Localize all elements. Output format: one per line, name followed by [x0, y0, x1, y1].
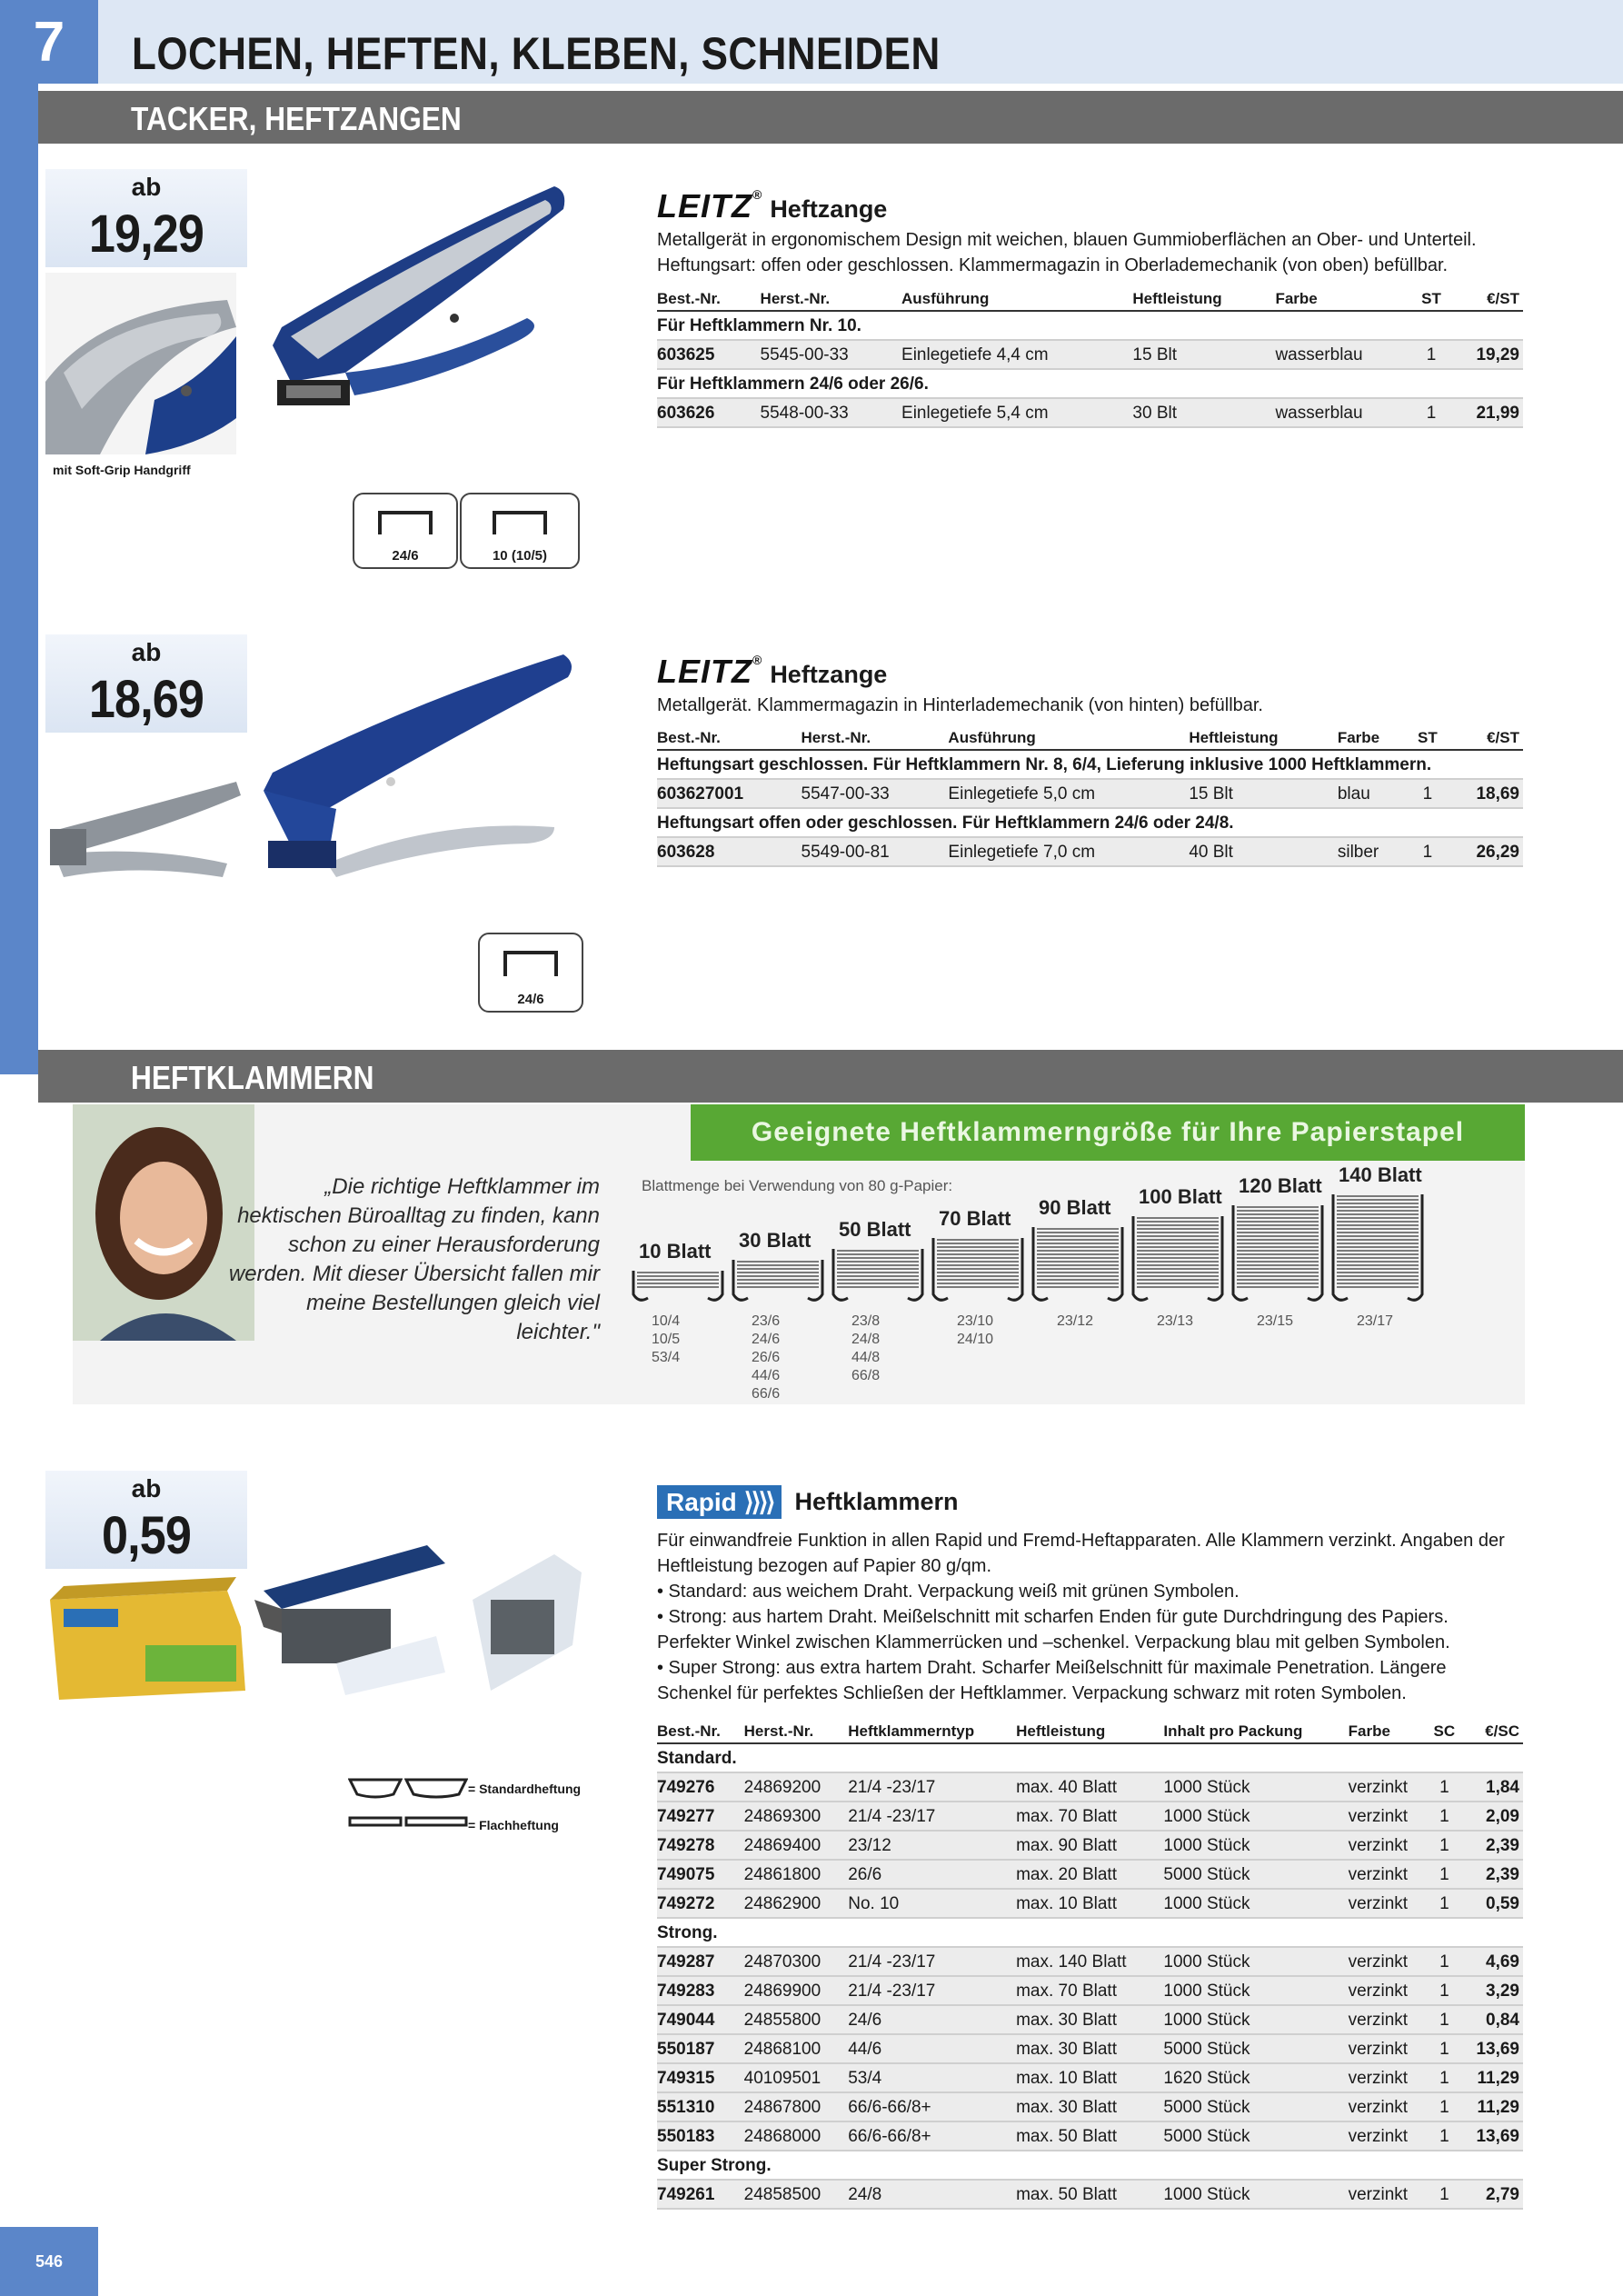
table-cell: 5548-00-33 — [761, 398, 901, 427]
column-header: €/SC — [1462, 1720, 1523, 1743]
group-label: Für Heftklammern Nr. 10. — [657, 311, 1523, 340]
table-cell: verzinkt — [1349, 1976, 1430, 2005]
column-header: Best.-Nr. — [657, 726, 802, 750]
table-header-row — [657, 287, 1523, 311]
table-row — [657, 2121, 1523, 2151]
table-cell: 603626 — [657, 398, 761, 427]
table-cell: 1620 Stück — [1163, 2063, 1348, 2092]
table-cell: 1 — [1430, 2092, 1463, 2121]
table-cell: 15 Blt — [1189, 779, 1338, 808]
infographic-banner: Geeignete Heftklammerngröße für Ihre Papierstapel — [691, 1104, 1525, 1161]
table-cell: 24868100 — [744, 2034, 849, 2063]
table-cell: 1 — [1410, 779, 1448, 808]
table-cell: 749075 — [657, 1860, 744, 1889]
table-cell: verzinkt — [1349, 2063, 1430, 2092]
table-cell: 749278 — [657, 1831, 744, 1860]
table-cell: 24867800 — [744, 2092, 849, 2121]
table-cell: 749276 — [657, 1772, 744, 1802]
table-cell: 30 Blt — [1132, 398, 1275, 427]
leitz-logo: LEITZ® — [657, 187, 763, 225]
product-heading — [657, 653, 887, 691]
table-cell: 66/6-66/8+ — [848, 2121, 1016, 2151]
product-name: Heftklammern — [794, 1488, 959, 1515]
group-header-row — [657, 1743, 1523, 1772]
table-cell: 53/4 — [848, 2063, 1016, 2092]
staple-stack — [931, 1168, 1024, 1404]
table-cell: 550183 — [657, 2121, 744, 2151]
table-cell: Einlegetiefe 4,4 cm — [901, 340, 1132, 369]
group-header-row — [657, 750, 1523, 779]
paper-stack-icon — [1231, 1205, 1324, 1309]
product-photo-stapler-2 — [254, 636, 582, 882]
table-cell: 24861800 — [744, 1860, 849, 1889]
staple-stacks — [627, 1163, 1436, 1404]
section-bar-heftklammern — [38, 1050, 1623, 1103]
staple-type-label: 10 (10/5) — [492, 548, 548, 564]
table-cell: verzinkt — [1349, 1772, 1430, 1802]
stack-staple-sizes: 23/12 — [1057, 1313, 1094, 1329]
table-cell: wasserblau — [1275, 340, 1415, 369]
section-bar-tacker — [38, 91, 1623, 144]
group-header-row — [657, 2151, 1523, 2180]
table-cell: 1 — [1430, 1976, 1463, 2005]
price-prefix: ab — [131, 1474, 162, 1502]
group-label: Standard. — [657, 1743, 1523, 1772]
stack-staple-sizes: 23/6 24/6 26/6 44/6 66/6 — [752, 1313, 781, 1402]
column-header: €/ST — [1448, 726, 1523, 750]
table-cell: 1000 Stück — [1163, 2005, 1348, 2034]
group-label: Super Strong. — [657, 2151, 1523, 2180]
table-cell: 603628 — [657, 837, 802, 866]
paper-stack-icon — [632, 1271, 724, 1309]
table-cell: silber — [1338, 837, 1410, 866]
staple-type-24-6 — [478, 933, 583, 1013]
stack-label: 70 Blatt — [939, 1207, 1011, 1230]
paper-stack-icon — [1131, 1216, 1224, 1309]
table-cell: 5000 Stück — [1163, 2121, 1348, 2151]
product-photo-stapler-silver — [45, 745, 245, 891]
table-cell: verzinkt — [1349, 1831, 1430, 1860]
table-cell: 40 Blt — [1189, 837, 1338, 866]
table-cell: 1 — [1430, 1802, 1463, 1831]
product-table — [657, 287, 1523, 428]
table-cell: 24/8 — [848, 2180, 1016, 2209]
table-row — [657, 1860, 1523, 1889]
table-cell: 749315 — [657, 2063, 744, 2092]
table-cell: 23/12 — [848, 1831, 1016, 1860]
column-header: Heftleistung — [1016, 1720, 1163, 1743]
table-cell: 11,29 — [1462, 2063, 1523, 2092]
table-cell: verzinkt — [1349, 1947, 1430, 1976]
table-row — [657, 398, 1523, 427]
price-value: 19,29 — [88, 205, 204, 264]
table-cell: 24869900 — [744, 1976, 849, 2005]
table-cell: Einlegetiefe 5,4 cm — [901, 398, 1132, 427]
column-header: Best.-Nr. — [657, 287, 761, 311]
table-cell: 66/6-66/8+ — [848, 2092, 1016, 2121]
table-cell: verzinkt — [1349, 1860, 1430, 1889]
product-photo-staple-boxes — [45, 1536, 591, 1700]
table-cell: 1 — [1430, 2034, 1463, 2063]
table-cell: verzinkt — [1349, 2034, 1430, 2063]
table-cell: 749283 — [657, 1976, 744, 2005]
table-row — [657, 340, 1523, 369]
table-cell: max. 30 Blatt — [1016, 2092, 1163, 2121]
table-cell: 603627001 — [657, 779, 802, 808]
group-label: Strong. — [657, 1918, 1523, 1947]
table-cell: verzinkt — [1349, 1889, 1430, 1918]
table-cell: 1 — [1430, 1889, 1463, 1918]
table-cell: 21/4 -23/17 — [848, 1947, 1016, 1976]
section-title: HEFTKLAMMERN — [131, 1059, 374, 1096]
description-line: • Strong: aus hartem Draht. Meißelschnitt mit scharfen Enden für gute Durchdringung des Papiers. Perfekter Winkel zwischen Klammerrücken und –schenkel. Verpackung blau mit gelben Symbolen. — [657, 1607, 1450, 1652]
table-cell: 21/4 -23/17 — [848, 1802, 1016, 1831]
table-cell: 4,69 — [1462, 1947, 1523, 1976]
stack-staple-sizes: 23/8 24/8 44/8 66/8 — [851, 1313, 881, 1383]
table-row — [657, 2034, 1523, 2063]
table-cell: max. 70 Blatt — [1016, 1802, 1163, 1831]
product-description: Metallgerät. Klammermagazin in Hinterlademechanik (von hinten) befüllbar. — [657, 695, 1263, 715]
table-cell: 749287 — [657, 1947, 744, 1976]
stack-staple-sizes: 23/17 — [1357, 1313, 1394, 1329]
price-badge — [45, 169, 247, 267]
paper-stack-icon — [732, 1260, 824, 1309]
stack-staple-sizes: 23/10 24/10 — [957, 1313, 994, 1347]
table-cell: wasserblau — [1275, 398, 1415, 427]
table-cell: 5547-00-33 — [802, 779, 949, 808]
table-cell: max. 40 Blatt — [1016, 1772, 1163, 1802]
staple-stack — [632, 1168, 724, 1404]
legend-standard: = Standardheftung — [468, 1782, 582, 1796]
column-header: Farbe — [1275, 287, 1415, 311]
description-line: • Standard: aus weichem Draht. Verpackung weiß mit grünen Symbolen. — [657, 1582, 1240, 1602]
table-cell: max. 30 Blatt — [1016, 2034, 1163, 2063]
table-cell: verzinkt — [1349, 2180, 1430, 2209]
table-cell: 1 — [1430, 1860, 1463, 1889]
legend-flat: = Flachheftung — [468, 1818, 559, 1832]
group-label: Heftungsart geschlossen. Für Heftklammern Nr. 8, 6/4, Lieferung inklusive 1000 Heftklammern. — [657, 750, 1523, 779]
table-cell: 1000 Stück — [1163, 2180, 1348, 2209]
column-header: Farbe — [1349, 1720, 1430, 1743]
photo-caption: mit Soft-Grip Handgriff — [53, 463, 191, 477]
infographic-quote: „Die richtige Heftklammer im hektischen Büroalltag zu finden, kann schon zu einer Herausforderung werden. Mit dieser Übersicht fallen mir meine Bestellungen gleich viel leichter." — [228, 1174, 600, 1344]
infographic-subtitle: Blattmenge bei Verwendung von 80 g-Papier: — [642, 1177, 953, 1194]
table-cell: verzinkt — [1349, 2005, 1430, 2034]
table-header-row — [657, 726, 1523, 750]
column-header: Herst.-Nr. — [761, 287, 901, 311]
table-row — [657, 1802, 1523, 1831]
table-header-row — [657, 1720, 1523, 1743]
table-cell: 749277 — [657, 1802, 744, 1831]
table-cell: Einlegetiefe 7,0 cm — [948, 837, 1189, 866]
paper-stack-icon — [1331, 1194, 1424, 1309]
table-cell: 24855800 — [744, 2005, 849, 2034]
column-header: €/ST — [1451, 287, 1523, 311]
table-cell: 13,69 — [1462, 2121, 1523, 2151]
column-header: Herst.-Nr. — [802, 726, 949, 750]
table-cell: blau — [1338, 779, 1410, 808]
table-cell: 5545-00-33 — [761, 340, 901, 369]
stack-label: 90 Blatt — [1039, 1196, 1111, 1219]
product-table — [657, 726, 1523, 867]
table-cell: 1 — [1415, 398, 1451, 427]
stack-staple-sizes: 23/15 — [1257, 1313, 1294, 1329]
table-cell: 24868000 — [744, 2121, 849, 2151]
price-prefix: ab — [131, 173, 162, 201]
staple-stack — [1331, 1163, 1424, 1404]
table-cell: 0,59 — [1462, 1889, 1523, 1918]
column-header: Ausführung — [901, 287, 1132, 311]
table-cell: 40109501 — [744, 2063, 849, 2092]
product-name: Heftzange — [770, 195, 888, 223]
column-header: Heftleistung — [1132, 287, 1275, 311]
table-cell: 551310 — [657, 2092, 744, 2121]
product-heading — [657, 1485, 959, 1519]
paper-stack-icon — [1031, 1227, 1124, 1309]
section-title: TACKER, HEFTZANGEN — [131, 100, 462, 137]
side-color-bar — [0, 0, 38, 1074]
table-cell: max. 50 Blatt — [1016, 2121, 1163, 2151]
table-cell: 1 — [1430, 2063, 1463, 2092]
column-header: Herst.-Nr. — [744, 1720, 849, 1743]
group-header-row — [657, 808, 1523, 837]
table-cell: 24862900 — [744, 1889, 849, 1918]
table-row — [657, 1831, 1523, 1860]
group-label: Heftungsart offen oder geschlossen. Für Heftklammern 24/6 oder 24/8. — [657, 808, 1523, 837]
table-cell: 1 — [1410, 837, 1448, 866]
product-heading — [657, 187, 887, 225]
table-cell: 19,29 — [1451, 340, 1523, 369]
table-row — [657, 779, 1523, 808]
stack-staple-sizes: 10/4 10/5 53/4 — [652, 1313, 681, 1365]
group-header-row — [657, 369, 1523, 398]
table-row — [657, 2005, 1523, 2034]
group-header-row — [657, 1918, 1523, 1947]
page-title: LOCHEN, HEFTEN, KLEBEN, SCHNEIDEN — [132, 28, 941, 79]
price-badge — [45, 634, 247, 733]
table-cell: max. 30 Blatt — [1016, 2005, 1163, 2034]
product-table — [657, 1720, 1523, 2210]
table-cell: 5000 Stück — [1163, 2034, 1348, 2063]
table-cell: 26,29 — [1448, 837, 1523, 866]
table-cell: 1 — [1430, 2005, 1463, 2034]
column-header: Ausführung — [948, 726, 1189, 750]
product-photo-stapler-1 — [254, 173, 582, 427]
stack-label: 10 Blatt — [639, 1240, 712, 1263]
staple-type-label: 24/6 — [392, 548, 419, 564]
table-row — [657, 1976, 1523, 2005]
table-cell: 1,84 — [1462, 1772, 1523, 1802]
column-header: Best.-Nr. — [657, 1720, 744, 1743]
table-row — [657, 1889, 1523, 1918]
stack-label: 30 Blatt — [739, 1229, 812, 1252]
staple-stack — [732, 1168, 824, 1404]
table-cell: 1 — [1430, 1947, 1463, 1976]
price-value: 18,69 — [88, 670, 204, 729]
table-cell: 44/6 — [848, 2034, 1016, 2063]
table-cell: 24858500 — [744, 2180, 849, 2209]
table-cell: max. 10 Blatt — [1016, 1889, 1163, 1918]
staple-type-10 — [460, 493, 580, 569]
description-line: • Super Strong: aus extra hartem Draht. Scharfer Meißelschnitt für maximale Penetration. Längere Schenkel für perfektes Schließen der Heftklammer. Verpackung schwarz mit roten Symbolen. — [657, 1658, 1447, 1703]
table-cell: 1 — [1430, 1831, 1463, 1860]
stapling-legend-icons — [404, 1772, 468, 1836]
table-cell: max. 70 Blatt — [1016, 1976, 1163, 2005]
table-cell: 21/4 -23/17 — [848, 1976, 1016, 2005]
table-cell: 24869300 — [744, 1802, 849, 1831]
table-cell: 0,84 — [1462, 2005, 1523, 2034]
staple-stack — [1231, 1168, 1324, 1404]
leitz-logo: LEITZ® — [657, 653, 763, 690]
table-cell: 1000 Stück — [1163, 1976, 1348, 2005]
rapid-logo: Rapid ⟩⟩⟩⟩ — [657, 1485, 782, 1519]
table-cell: 1000 Stück — [1163, 1831, 1348, 1860]
table-cell: 1000 Stück — [1163, 1889, 1348, 1918]
page-number: 546 — [0, 2227, 98, 2296]
table-cell: verzinkt — [1349, 1802, 1430, 1831]
table-cell: max. 140 Blatt — [1016, 1947, 1163, 1976]
table-cell: 749044 — [657, 2005, 744, 2034]
column-header: ST — [1415, 287, 1451, 311]
stapling-legend-icons — [348, 1772, 403, 1836]
table-cell: 3,29 — [1462, 1976, 1523, 2005]
table-row — [657, 837, 1523, 866]
staple-stack — [831, 1168, 924, 1404]
table-cell: 21/4 -23/17 — [848, 1772, 1016, 1802]
table-cell: 26/6 — [848, 1860, 1016, 1889]
column-header: SC — [1430, 1720, 1463, 1743]
table-cell: 603625 — [657, 340, 761, 369]
table-cell: 2,79 — [1462, 2180, 1523, 2209]
table-cell: 24870300 — [744, 1947, 849, 1976]
stack-label: 50 Blatt — [839, 1218, 911, 1241]
staple-stack — [1131, 1168, 1224, 1404]
stack-label: 140 Blatt — [1339, 1163, 1422, 1186]
table-row — [657, 2180, 1523, 2209]
chapter-number: 7 — [0, 0, 98, 84]
table-cell: 5000 Stück — [1163, 1860, 1348, 1889]
table-cell: 1000 Stück — [1163, 1802, 1348, 1831]
table-cell: 1 — [1430, 2180, 1463, 2209]
table-row — [657, 2092, 1523, 2121]
staple-stack — [1031, 1168, 1124, 1404]
product-name: Heftzange — [770, 661, 888, 688]
table-row — [657, 1947, 1523, 1976]
table-cell: 21,99 — [1451, 398, 1523, 427]
table-cell: 24/6 — [848, 2005, 1016, 2034]
table-cell: 1000 Stück — [1163, 1772, 1348, 1802]
column-header: ST — [1410, 726, 1448, 750]
description-line: Für einwandfreie Funktion in allen Rapid und Fremd-Heftapparaten. Alle Klammern verzinkt. Angaben der Heftleistung bezogen auf Papier 80 g/qm. — [657, 1531, 1505, 1576]
table-cell: max. 90 Blatt — [1016, 1831, 1163, 1860]
staple-type-label: 24/6 — [517, 992, 544, 1007]
group-label: Für Heftklammern 24/6 oder 26/6. — [657, 369, 1523, 398]
table-cell: 550187 — [657, 2034, 744, 2063]
product-photo-grip-detail — [45, 273, 236, 454]
column-header: Heftleistung — [1189, 726, 1338, 750]
price-value: 0,59 — [101, 1506, 191, 1565]
table-cell: Einlegetiefe 5,0 cm — [948, 779, 1189, 808]
table-cell: 749272 — [657, 1889, 744, 1918]
group-header-row — [657, 311, 1523, 340]
paper-stack-icon — [831, 1249, 924, 1309]
product-description: Metallgerät in ergonomischem Design mit weichen, blauen Gummioberflächen an Ober- und Unterteil. Heftungsart: offen oder geschlossen. Klammermagazin in Oberlademechanik (von oben) befüllbar. — [657, 230, 1477, 275]
table-cell: 13,69 — [1462, 2034, 1523, 2063]
table-cell: 5549-00-81 — [802, 837, 949, 866]
table-cell: 2,39 — [1462, 1831, 1523, 1860]
table-row — [657, 1772, 1523, 1802]
table-cell: No. 10 — [848, 1889, 1016, 1918]
stack-label: 100 Blatt — [1139, 1185, 1222, 1208]
price-prefix: ab — [131, 638, 162, 666]
table-cell: max. 20 Blatt — [1016, 1860, 1163, 1889]
table-cell: 18,69 — [1448, 779, 1523, 808]
table-cell: 1 — [1430, 2121, 1463, 2151]
paper-stack-icon — [931, 1238, 1024, 1309]
table-cell: 2,39 — [1462, 1860, 1523, 1889]
column-header: Inhalt pro Packung — [1163, 1720, 1348, 1743]
table-row — [657, 2063, 1523, 2092]
staple-type-24-6 — [353, 493, 458, 569]
table-cell: 24869400 — [744, 1831, 849, 1860]
table-cell: 749261 — [657, 2180, 744, 2209]
table-cell: 5000 Stück — [1163, 2092, 1348, 2121]
table-cell: verzinkt — [1349, 2092, 1430, 2121]
table-cell: 2,09 — [1462, 1802, 1523, 1831]
stack-staple-sizes: 23/13 — [1157, 1313, 1194, 1329]
table-cell: 24869200 — [744, 1772, 849, 1802]
product-description — [657, 1528, 1520, 1706]
table-cell: verzinkt — [1349, 2121, 1430, 2151]
table-cell: max. 50 Blatt — [1016, 2180, 1163, 2209]
table-cell: 1 — [1430, 1772, 1463, 1802]
table-cell: 1000 Stück — [1163, 1947, 1348, 1976]
column-header: Heftklammerntyp — [848, 1720, 1016, 1743]
table-cell: 11,29 — [1462, 2092, 1523, 2121]
table-cell: 1 — [1415, 340, 1451, 369]
table-cell: 15 Blt — [1132, 340, 1275, 369]
column-header: Farbe — [1338, 726, 1410, 750]
stack-label: 120 Blatt — [1239, 1174, 1322, 1197]
table-cell: max. 10 Blatt — [1016, 2063, 1163, 2092]
